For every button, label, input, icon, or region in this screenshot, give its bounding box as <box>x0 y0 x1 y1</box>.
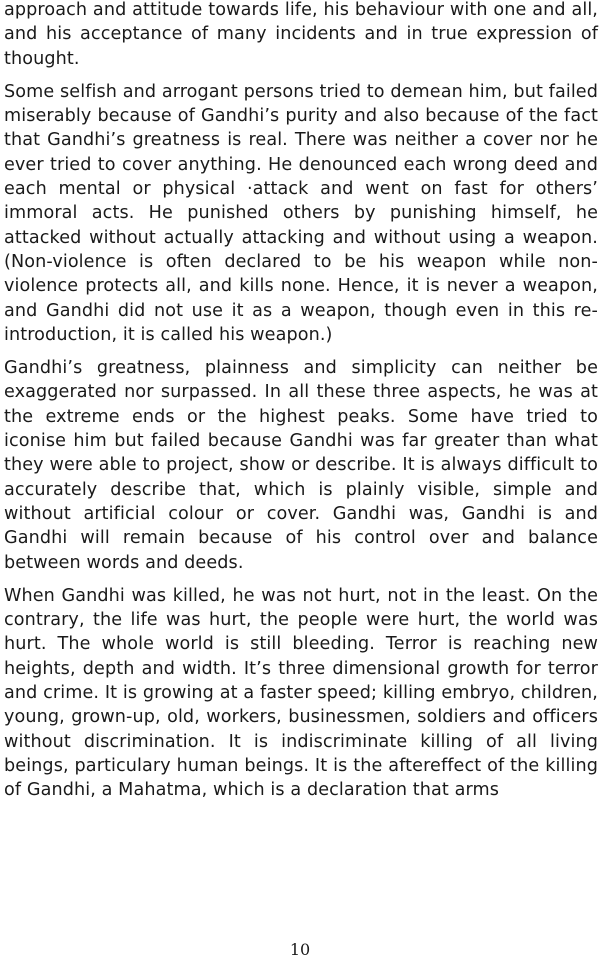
paragraph-greatness: Gandhi’s greatness, plainness and simplicity can neither be exaggerated nor surpassed. In all these three aspects, he was at the extreme ends or the highest peaks. Some have tried to iconise him but failed because Gandhi was far greater than what they were able to project, show or describe. It is always difficult to accurately describe that, which is plainly visible, simple and without artificial colour or cover. Gandhi was, Gandhi is and Gandhi will remain because of his control over and balance between words and deeds. <box>4 358 598 573</box>
paragraph-killing: When Gandhi was killed, he was not hurt, not in the least. On the contrary, the life was hurt, the people were hurt, the world was hurt. The whole world is still bleeding. Terror is reaching new heights, depth and width. It’s three dimensional growth for terror and crime. It is growing at a faster speed; killing embryo, children, young, grown-up, old, workers, businessmen, soldiers and officers without discrimination. It is indiscriminate killing of all living beings, particulary human beings. It is the aftereffect of the killing of Gandhi, a Mahatma, which is a declaration that arms <box>4 585 598 801</box>
body-text <box>4 0 598 812</box>
paragraph-demean: Some selfish and arrogant persons tried to demean him, but failed miserably because of Gandhi’s purity and also because of the fact that Gandhi’s greatness is real. There was neither a cover nor he ever tried to cover anything. He denounced each wrong deed and each mental or physical ·attack and went on fast for others’ immoral acts. He punished others by punishing himself, he attacked without actually attacking and without using a weapon. (Non-violence is often declared to be his weapon while non-violence protects all, and kills none. Hence, it is never a weapon, and Gandhi did not use it as a weapon, though even in this re-introduction, it is called his weapon.) <box>4 81 598 345</box>
paragraph-continuation: approach and attitude towards life, his behaviour with one and all, and his acceptance of many incidents and in true expression of thought. <box>4 0 598 69</box>
page-number: 10 <box>289 940 311 959</box>
